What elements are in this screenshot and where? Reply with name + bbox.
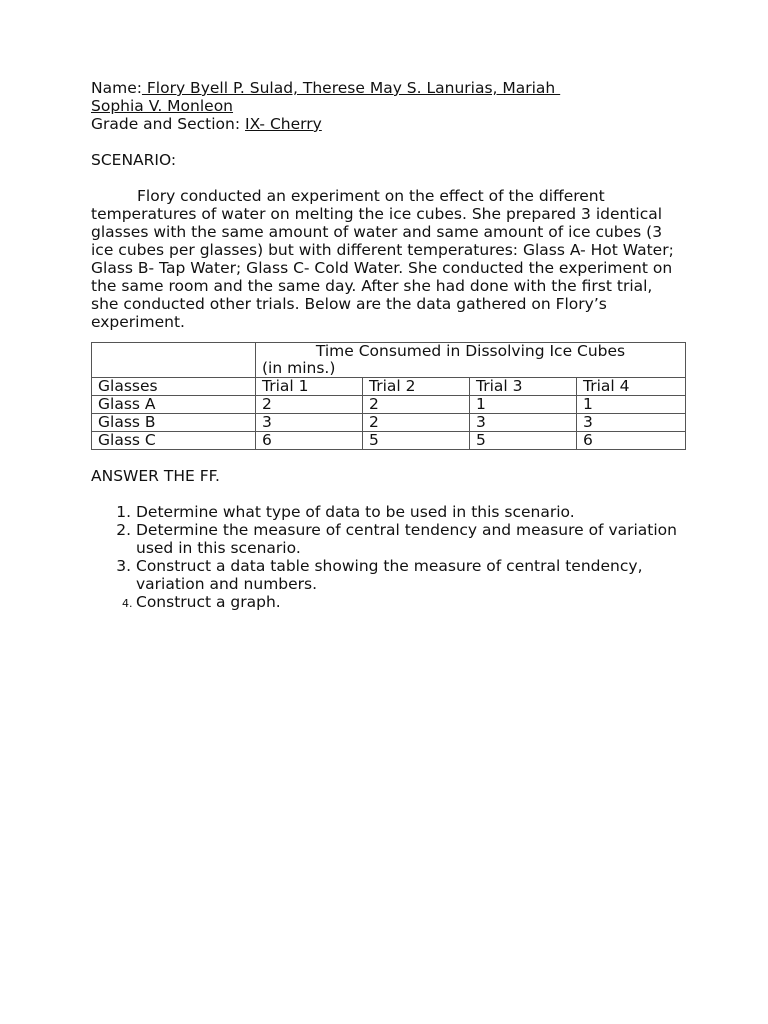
list-item: 4. Construct a graph.: [136, 593, 687, 611]
scenario-heading: SCENARIO:: [91, 151, 177, 169]
grade-value: IX- Cherry: [245, 115, 322, 133]
table-row: [92, 396, 686, 414]
data-table: [91, 342, 686, 450]
scenario-paragraph: Flory conducted an experiment on the effect of the different temperatures of water on melting the ice cubes. She prepared 3 identical glasses with the same amount of water and same amount of ice cubes (3 ice cubes per glasses) but with different temperatures: Glass A- Hot Water; Glass B- Tap Water; Glass C- Cold Water. She conducted the experiment on the same room and the same day. After she had done with the first trial, she conducted other trials. Below are the data gathered on Flory’s experiment.: [91, 187, 674, 331]
table-row: [92, 414, 686, 432]
question-list: [91, 503, 687, 611]
grade-line: [91, 115, 687, 133]
column-header: Trial 3: [470, 378, 577, 396]
table-cell: 1: [470, 396, 577, 414]
table-title-unit: (in mins.): [262, 359, 336, 377]
table-cell: 2: [363, 396, 470, 414]
column-header: Trial 2: [363, 378, 470, 396]
table-cell: 1: [577, 396, 686, 414]
table-cell: 5: [363, 432, 470, 450]
name-value-continued: Sophia V. Monleon: [91, 97, 234, 115]
table-cell: 3: [256, 414, 363, 432]
table-header-row: [92, 378, 686, 396]
list-item: 2. Determine the measure of central tendency and measure of variation used in this scenario.: [136, 521, 687, 557]
name-value: Flory Byell P. Sulad, Therese May S. Lanurias, Mariah: [141, 79, 561, 97]
table-row: [92, 432, 686, 450]
column-header: Glasses: [92, 378, 256, 396]
column-header: Trial 1: [256, 378, 363, 396]
table-cell: 5: [470, 432, 577, 450]
table-cell: Glass A: [92, 396, 256, 414]
table-cell: 3: [470, 414, 577, 432]
table-cell: 6: [577, 432, 686, 450]
table-cell: 2: [256, 396, 363, 414]
table-cell: 6: [256, 432, 363, 450]
table-title-cell: [256, 343, 686, 378]
name-line: [91, 79, 687, 97]
questions-heading: ANSWER THE FF.: [91, 467, 220, 485]
table-title-row: [92, 343, 686, 378]
document-page: [91, 79, 687, 611]
name-line-continued: [91, 97, 687, 115]
column-header: Trial 4: [577, 378, 686, 396]
grade-label: Grade and Section:: [91, 115, 246, 133]
list-item: 1. Determine what type of data to be used in this scenario.: [136, 503, 687, 521]
table-cell: 2: [363, 414, 470, 432]
list-item: 3. Construct a data table showing the measure of central tendency, variation and numbers.: [136, 557, 687, 593]
name-label: Name:: [91, 79, 142, 97]
table-cell: Glass B: [92, 414, 256, 432]
table-corner-cell: [92, 343, 256, 378]
table-title: Time Consumed in Dissolving Ice Cubes: [315, 342, 626, 360]
table-cell: Glass C: [92, 432, 256, 450]
table-cell: 3: [577, 414, 686, 432]
